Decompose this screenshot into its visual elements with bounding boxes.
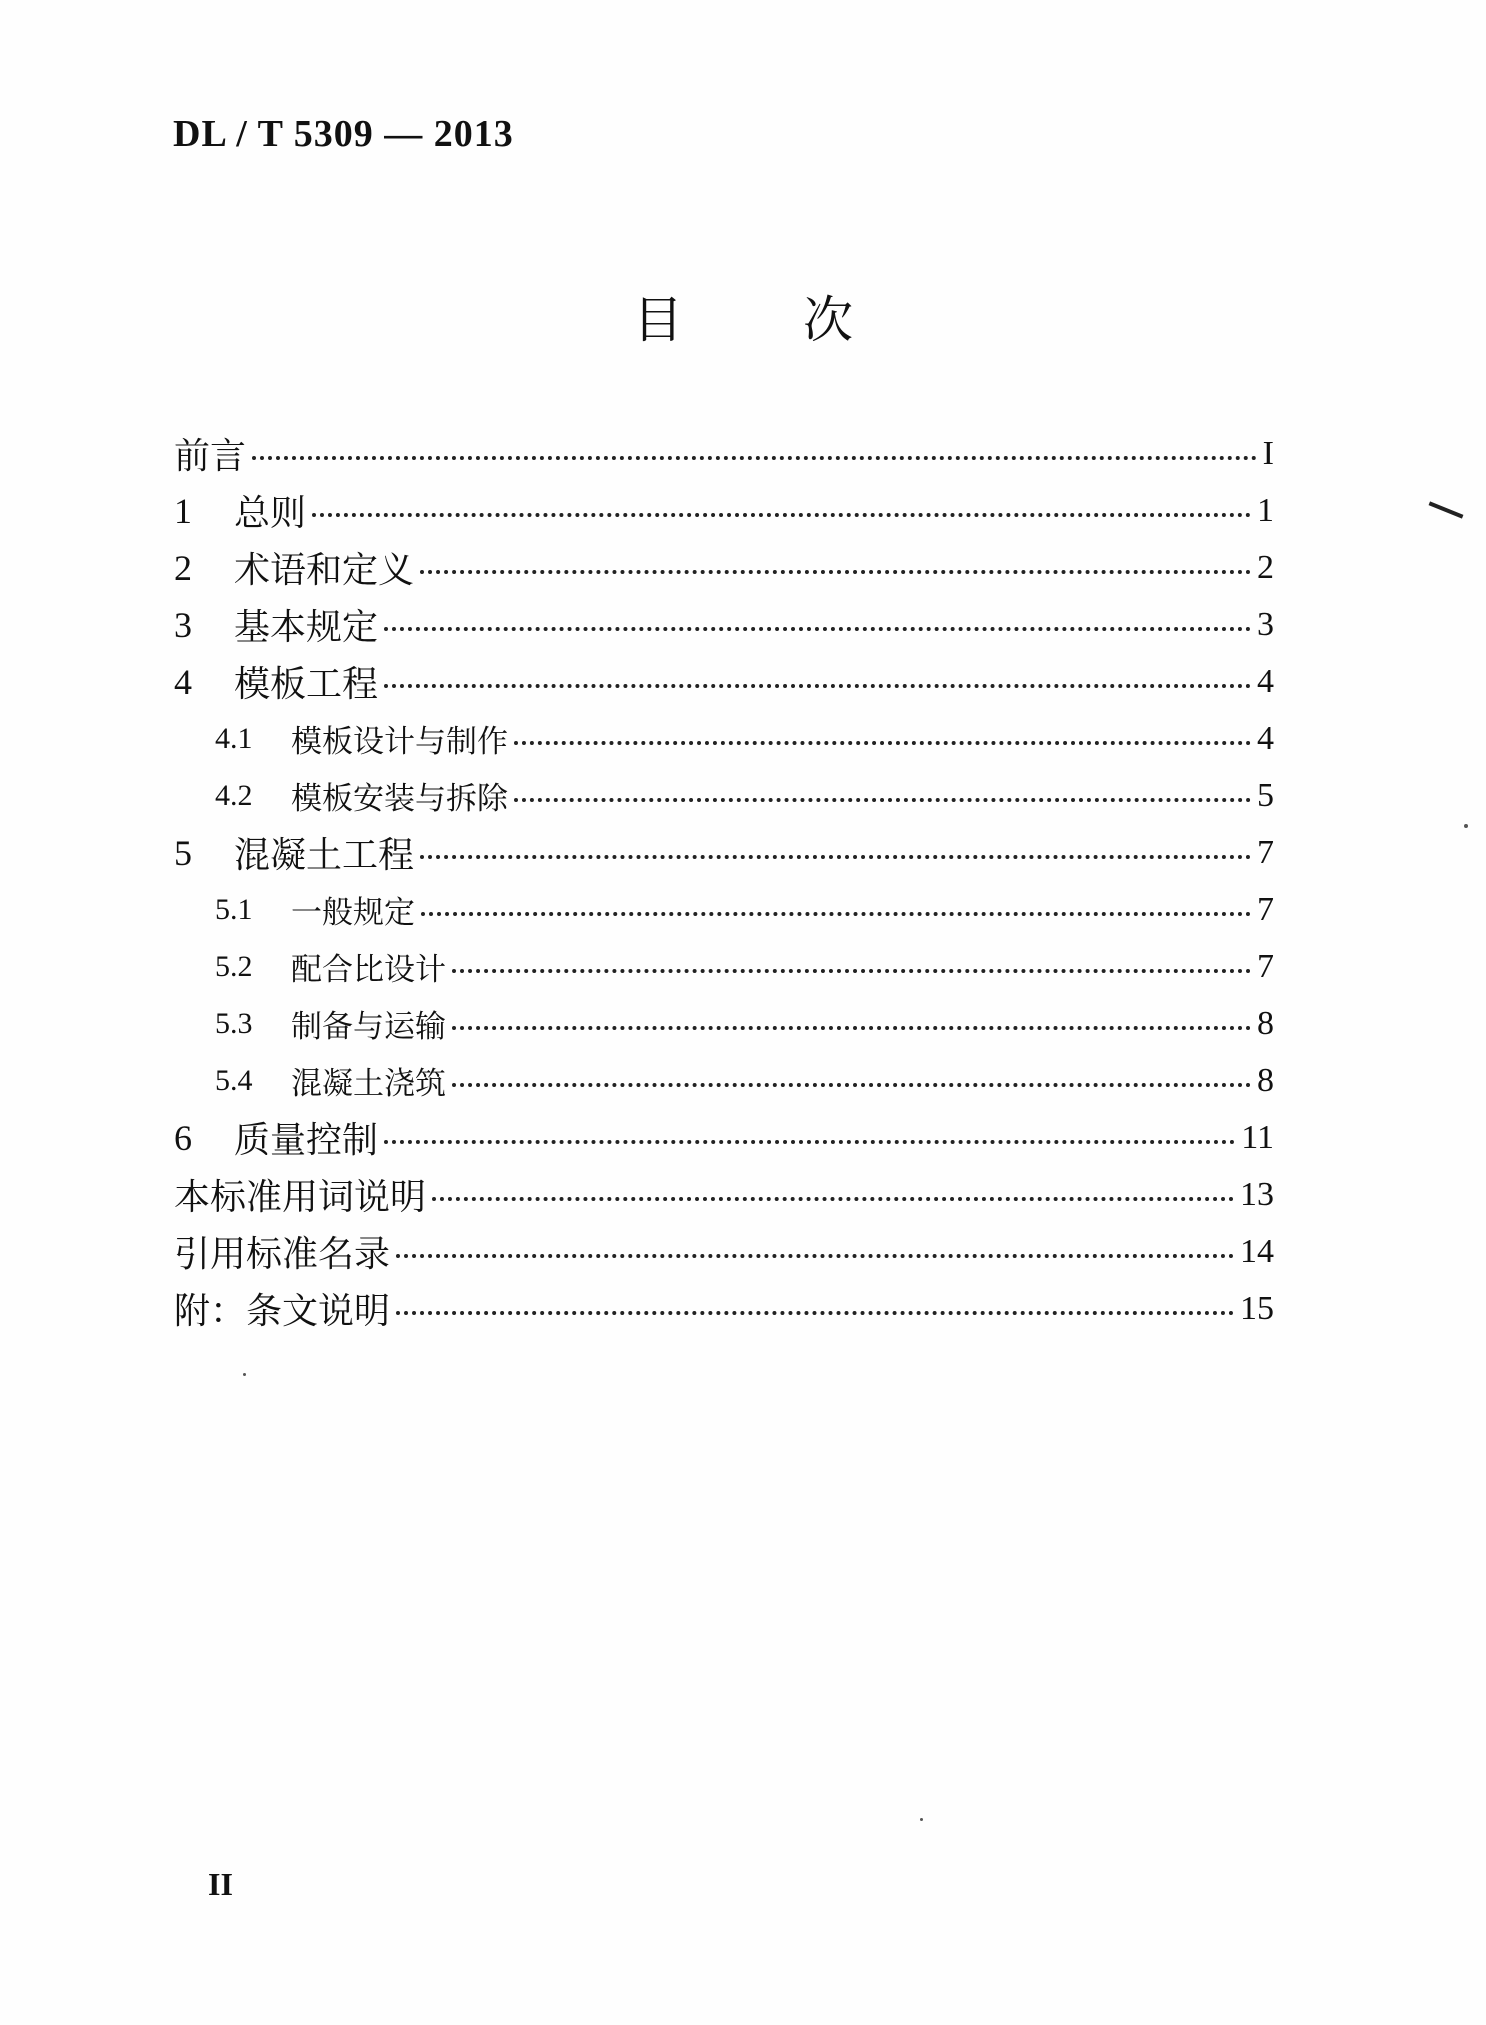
toc-entry-title: 质量控制 bbox=[234, 1120, 379, 1161]
toc-leader-dots bbox=[396, 1254, 1234, 1258]
toc-leader-dots bbox=[384, 1140, 1235, 1144]
toc-leader-dots bbox=[312, 513, 1251, 517]
toc-entry-title: 模板设计与制作 bbox=[291, 724, 508, 760]
toc-leader-dots bbox=[421, 912, 1251, 916]
toc-entry-page: 15 bbox=[1240, 1289, 1274, 1327]
toc-entry-title: 模板工程 bbox=[234, 664, 379, 705]
toc-entry-page: 8 bbox=[1257, 1061, 1274, 1099]
toc-entry-number: 2 bbox=[174, 547, 192, 588]
toc-entry-title: 本标准用词说明 bbox=[174, 1177, 427, 1218]
toc-entry bbox=[174, 881, 1274, 938]
toc-entry bbox=[174, 539, 1274, 596]
toc-entry-page: 3 bbox=[1257, 605, 1274, 643]
toc-entry bbox=[174, 653, 1274, 710]
toc-entry-title: 引用标准名录 bbox=[174, 1234, 391, 1275]
toc-leader-dots bbox=[396, 1311, 1234, 1315]
toc-entry-title: 混凝土工程 bbox=[234, 835, 415, 876]
toc-entry-page: 7 bbox=[1257, 890, 1274, 928]
toc-entry-page: 4 bbox=[1257, 662, 1274, 700]
toc-entry-title: 模板安装与拆除 bbox=[291, 781, 508, 817]
toc-entry bbox=[174, 1280, 1274, 1337]
toc-entry-number: 6 bbox=[174, 1117, 192, 1158]
toc-entry-page: 2 bbox=[1257, 548, 1274, 586]
toc-entry bbox=[174, 824, 1274, 881]
toc-entry-page: 13 bbox=[1240, 1175, 1274, 1213]
standard-code: DL / T 5309 — 2013 bbox=[173, 113, 514, 155]
toc-leader-dots bbox=[514, 741, 1251, 745]
toc-entry-page: 7 bbox=[1257, 833, 1274, 871]
toc-entry bbox=[174, 482, 1274, 539]
toc-entry bbox=[174, 938, 1274, 995]
toc-entry bbox=[174, 425, 1274, 482]
toc-entry-number: 5 bbox=[174, 832, 192, 873]
toc-entry-title: 一般规定 bbox=[291, 895, 415, 931]
toc-entry-number: 3 bbox=[174, 604, 192, 645]
toc-entry-title: 混凝土浇筑 bbox=[291, 1066, 446, 1102]
toc-entry-number: 5.2 bbox=[215, 949, 253, 983]
toc-leader-dots bbox=[432, 1197, 1234, 1201]
toc-entry-page: 14 bbox=[1240, 1232, 1274, 1270]
scan-artifact-mark bbox=[1429, 501, 1464, 518]
toc-entry bbox=[174, 1052, 1274, 1109]
toc-leader-dots bbox=[452, 969, 1251, 973]
toc-entry-page: 11 bbox=[1241, 1118, 1274, 1156]
toc-leader-dots bbox=[420, 570, 1251, 574]
toc-entry-page: 5 bbox=[1257, 776, 1274, 814]
toc-entry-page: 4 bbox=[1257, 719, 1274, 757]
toc-entry bbox=[174, 995, 1274, 1052]
toc-entry-title: 前言 bbox=[174, 436, 247, 477]
toc-leader-dots bbox=[452, 1083, 1251, 1087]
toc-entry bbox=[174, 1166, 1274, 1223]
toc-entry-title: 附：条文说明 bbox=[174, 1291, 391, 1332]
toc-leader-dots bbox=[384, 684, 1251, 688]
toc-entry-number: 1 bbox=[174, 490, 192, 531]
toc-entry-number: 4.2 bbox=[215, 778, 253, 812]
toc-entry-page: I bbox=[1262, 434, 1274, 472]
toc-entry-number: 4.1 bbox=[215, 721, 253, 755]
toc-entry-number: 5.1 bbox=[215, 892, 253, 926]
toc-leader-dots bbox=[452, 1026, 1251, 1030]
toc-entry-title: 制备与运输 bbox=[291, 1009, 446, 1045]
toc-leader-dots bbox=[384, 627, 1251, 631]
toc-entry-title: 术语和定义 bbox=[234, 550, 415, 591]
toc-entry-page: 7 bbox=[1257, 947, 1274, 985]
toc-entry-number: 4 bbox=[174, 661, 192, 702]
toc-entry bbox=[174, 1109, 1274, 1166]
toc-title: 目次 bbox=[633, 291, 973, 349]
toc-leader-dots bbox=[420, 855, 1251, 859]
toc-entry bbox=[174, 767, 1274, 824]
scan-speck bbox=[243, 1373, 246, 1376]
toc-leader-dots bbox=[252, 456, 1257, 460]
table-of-contents bbox=[174, 425, 1274, 1337]
toc-entry bbox=[174, 596, 1274, 653]
toc-entry-page: 8 bbox=[1257, 1004, 1274, 1042]
toc-entry bbox=[174, 1223, 1274, 1280]
toc-entry-page: 1 bbox=[1257, 491, 1274, 529]
page-number: II bbox=[208, 1866, 233, 1902]
toc-entry-number: 5.4 bbox=[215, 1063, 253, 1097]
scan-speck bbox=[920, 1818, 923, 1821]
toc-entry-number: 5.3 bbox=[215, 1006, 253, 1040]
toc-entry-title: 总则 bbox=[234, 493, 307, 534]
toc-leader-dots bbox=[514, 798, 1251, 802]
toc-entry-title: 基本规定 bbox=[234, 607, 379, 648]
toc-entry bbox=[174, 710, 1274, 767]
toc-entry-title: 配合比设计 bbox=[291, 952, 446, 988]
scan-speck bbox=[1464, 824, 1468, 828]
